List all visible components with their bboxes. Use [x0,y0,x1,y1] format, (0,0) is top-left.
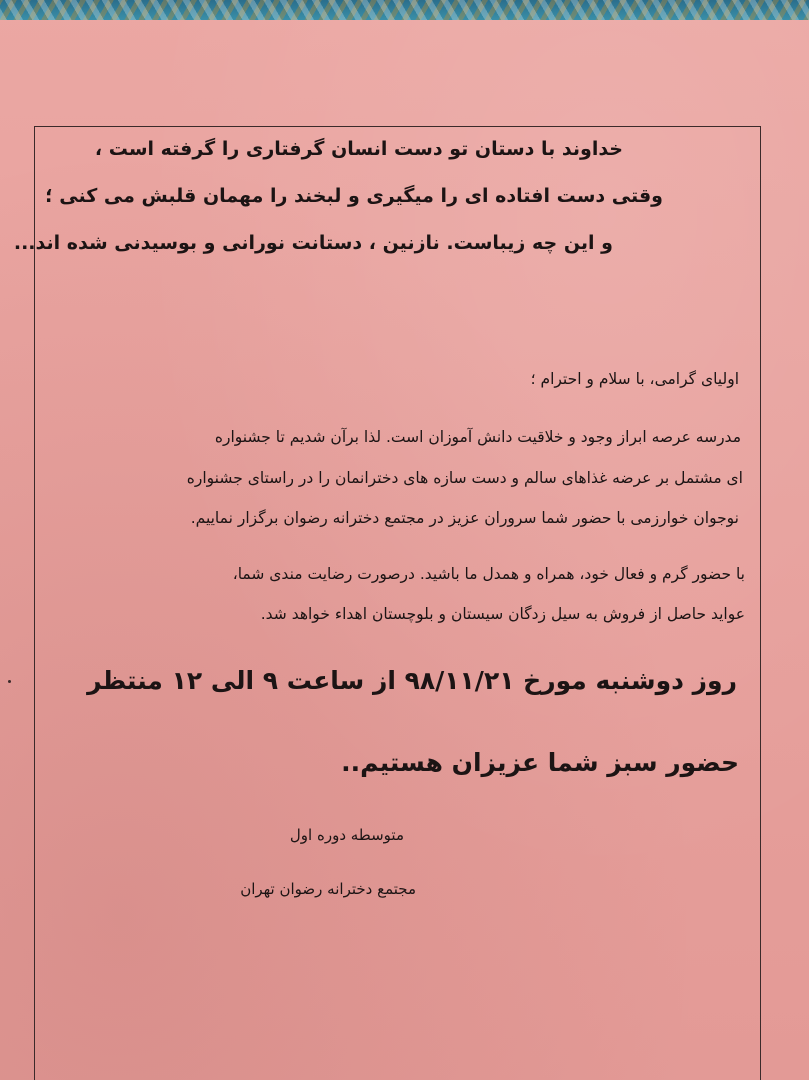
paper-speck [8,680,11,683]
flyer-border-frame [34,126,761,1080]
greeting-line: اولیای گرامی، با سلام و احترام ؛ [530,370,739,388]
paragraph-1-line-2: ای مشتمل بر عرضه غذاهای سالم و دست سازه های دخترانمان را در راستای جشنواره [186,469,743,487]
paragraph-1-line-1: مدرسه عرصه ابراز وجود و خلاقیت دانش آموزان است. لذا برآن شدیم تا جشنواره [214,428,741,446]
poem-line-2: وقتی دست افتاده ای را میگیری و لبخند را مهمان قلبش می کنی ؛ [45,185,663,207]
paragraph-1-line-3: نوجوان خوارزمی با حضور شما سروران عزیز در مجتمع دخترانه رضوان برگزار نماییم. [190,509,739,527]
paragraph-2-line-1: با حضور گرم و فعال خود، همراه و همدل ما باشید. درصورت رضایت مندی شما، [232,565,745,583]
poem-line-1: خداوند با دستان تو دست انسان گرفتاری را گرفته است ، [94,138,623,160]
poem-line-3: و این چه زیباست. نازنین ، دستانت نورانی و بوسیدنی شده اند... [13,232,613,254]
paragraph-2-line-2: عواید حاصل از فروش به سیل زدگان سیستان و بلوچستان اهداء خواهد شد. [260,605,745,623]
patterned-cloth-edge [0,0,809,20]
signature-school-name: مجتمع دخترانه رضوان تهران [240,880,416,898]
signature-school-level: متوسطه دوره اول [289,826,404,844]
announcement-date-line: روز دوشنبه مورخ ۹۸/۱۱/۲۱ از ساعت ۹ الی ۱۲ منتظر [87,666,737,695]
announcement-closing-line: حضور سبز شما عزیزان هستیم.. [341,748,739,777]
